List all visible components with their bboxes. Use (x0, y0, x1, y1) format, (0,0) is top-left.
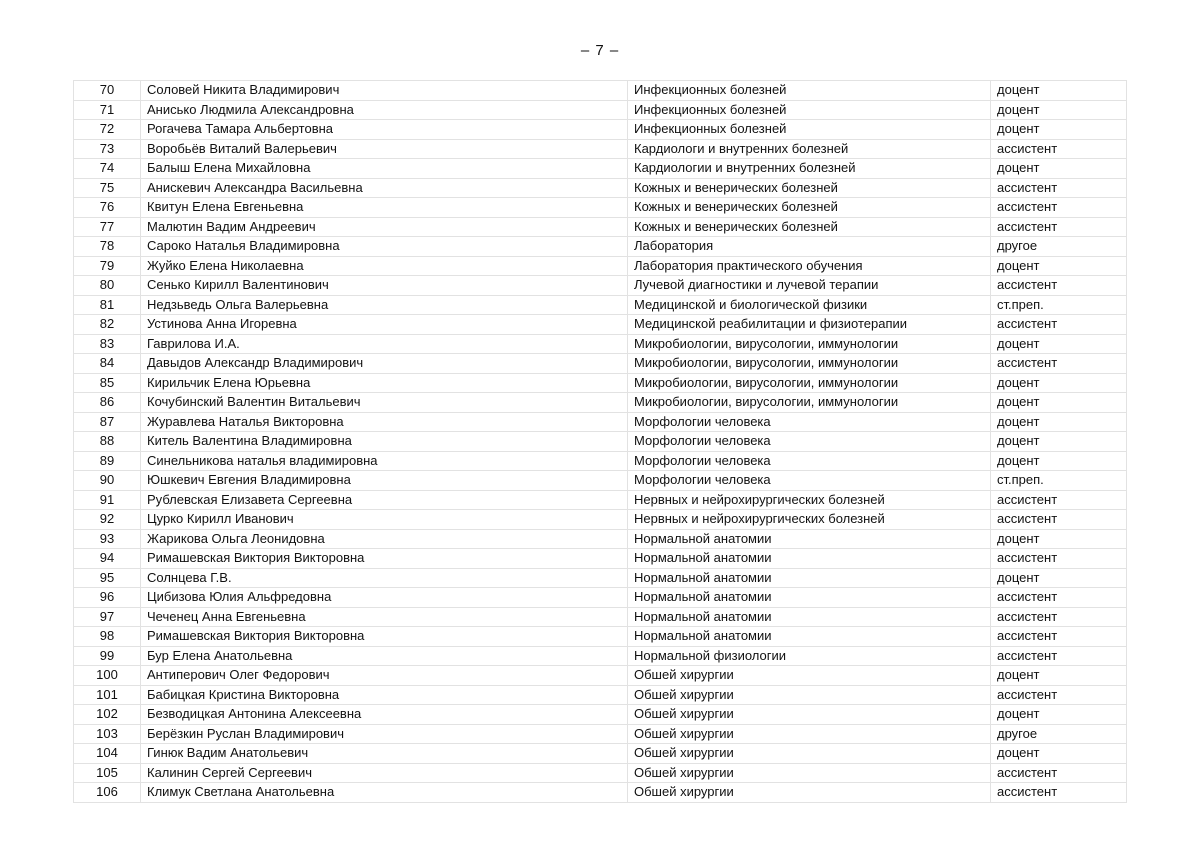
row-number: 84 (74, 354, 141, 374)
table-row (74, 724, 1127, 744)
full-name-cell: Бабицкая Кристина Викторовна (141, 685, 628, 705)
full-name-cell: Цибизова Юлия Альфредовна (141, 588, 628, 608)
department-cell: Обшей хирургии (628, 685, 991, 705)
row-number: 88 (74, 432, 141, 452)
row-number: 101 (74, 685, 141, 705)
full-name-cell: Соловей Никита Владимирович (141, 81, 628, 101)
row-number: 89 (74, 451, 141, 471)
row-number: 78 (74, 237, 141, 257)
full-name-cell: Калинин Сергей Сергеевич (141, 763, 628, 783)
row-number: 104 (74, 744, 141, 764)
position-cell: доцент (991, 159, 1127, 179)
full-name-cell: Анисько Людмила Александровна (141, 100, 628, 120)
table-row (74, 627, 1127, 647)
department-cell: Микробиологии, вирусологии, иммунологии (628, 393, 991, 413)
full-name-cell: Римашевская Виктория Викторовна (141, 549, 628, 569)
table-row (74, 100, 1127, 120)
table-row (74, 490, 1127, 510)
row-number: 97 (74, 607, 141, 627)
department-cell: Нормальной анатомии (628, 529, 991, 549)
department-cell: Инфекционных болезней (628, 100, 991, 120)
row-number: 92 (74, 510, 141, 530)
department-cell: Нервных и нейрохирургических болезней (628, 490, 991, 510)
full-name-cell: Кочубинский Валентин Витальевич (141, 393, 628, 413)
department-cell: Нервных и нейрохирургических болезней (628, 510, 991, 530)
position-cell: ассистент (991, 646, 1127, 666)
row-number: 85 (74, 373, 141, 393)
position-cell: доцент (991, 393, 1127, 413)
position-cell: ассистент (991, 315, 1127, 335)
position-cell: ассистент (991, 354, 1127, 374)
department-cell: Микробиологии, вирусологии, иммунологии (628, 334, 991, 354)
department-cell: Микробиологии, вирусологии, иммунологии (628, 354, 991, 374)
table-row (74, 471, 1127, 491)
row-number: 77 (74, 217, 141, 237)
row-number: 102 (74, 705, 141, 725)
full-name-cell: Цурко Кирилл Иванович (141, 510, 628, 530)
full-name-cell: Балыш Елена Михайловна (141, 159, 628, 179)
table-row (74, 81, 1127, 101)
row-number: 70 (74, 81, 141, 101)
full-name-cell: Синельникова наталья владимировна (141, 451, 628, 471)
row-number: 103 (74, 724, 141, 744)
table-row (74, 685, 1127, 705)
full-name-cell: Квитун Елена Евгеньевна (141, 198, 628, 218)
table-row (74, 705, 1127, 725)
table-row (74, 139, 1127, 159)
position-cell: ассистент (991, 510, 1127, 530)
row-number: 94 (74, 549, 141, 569)
staff-table (73, 80, 1127, 803)
department-cell: Морфологии человека (628, 432, 991, 452)
department-cell: Кожных и венерических болезней (628, 178, 991, 198)
row-number: 100 (74, 666, 141, 686)
full-name-cell: Римашевская Виктория Викторовна (141, 627, 628, 647)
table-row (74, 549, 1127, 569)
department-cell: Лаборатория (628, 237, 991, 257)
department-cell: Обшей хирургии (628, 763, 991, 783)
full-name-cell: Жуйко Елена Николаевна (141, 256, 628, 276)
position-cell: ассистент (991, 685, 1127, 705)
position-cell: доцент (991, 744, 1127, 764)
department-cell: Морфологии человека (628, 451, 991, 471)
table-row (74, 607, 1127, 627)
position-cell: ассистент (991, 178, 1127, 198)
position-cell: другое (991, 724, 1127, 744)
position-cell: доцент (991, 412, 1127, 432)
row-number: 99 (74, 646, 141, 666)
table-row (74, 432, 1127, 452)
position-cell: ассистент (991, 783, 1127, 803)
full-name-cell: Берёзкин Руслан Владимирович (141, 724, 628, 744)
position-cell: ассистент (991, 549, 1127, 569)
position-cell: доцент (991, 120, 1127, 140)
department-cell: Нормальной анатомии (628, 607, 991, 627)
department-cell: Обшей хирургии (628, 705, 991, 725)
department-cell: Нормальной анатомии (628, 568, 991, 588)
position-cell: ассистент (991, 139, 1127, 159)
table-row (74, 315, 1127, 335)
table-row (74, 451, 1127, 471)
table-row (74, 666, 1127, 686)
department-cell: Инфекционных болезней (628, 120, 991, 140)
full-name-cell: Гаврилова И.А. (141, 334, 628, 354)
table-row (74, 334, 1127, 354)
table-row (74, 198, 1127, 218)
full-name-cell: Кирильчик Елена Юрьевна (141, 373, 628, 393)
full-name-cell: Безводицкая Антонина Алексеевна (141, 705, 628, 725)
table-row (74, 529, 1127, 549)
full-name-cell: Сароко Наталья Владимировна (141, 237, 628, 257)
department-cell: Морфологии человека (628, 412, 991, 432)
full-name-cell: Анискевич Александра Васильевна (141, 178, 628, 198)
department-cell: Медицинской реабилитации и физиотерапии (628, 315, 991, 335)
department-cell: Нормальной анатомии (628, 588, 991, 608)
table-row (74, 237, 1127, 257)
full-name-cell: Юшкевич Евгения Владимировна (141, 471, 628, 491)
full-name-cell: Жарикова Ольга Леонидовна (141, 529, 628, 549)
position-cell: другое (991, 237, 1127, 257)
table-row (74, 276, 1127, 296)
position-cell: доцент (991, 373, 1127, 393)
row-number: 106 (74, 783, 141, 803)
row-number: 105 (74, 763, 141, 783)
row-number: 95 (74, 568, 141, 588)
table-row (74, 568, 1127, 588)
full-name-cell: Бур Елена Анатольевна (141, 646, 628, 666)
position-cell: доцент (991, 705, 1127, 725)
position-cell: ассистент (991, 276, 1127, 296)
position-cell: ассистент (991, 763, 1127, 783)
row-number: 86 (74, 393, 141, 413)
full-name-cell: Рогачева Тамара Альбертовна (141, 120, 628, 140)
table-row (74, 646, 1127, 666)
row-number: 80 (74, 276, 141, 296)
position-cell: ассистент (991, 198, 1127, 218)
table-row (74, 159, 1127, 179)
position-cell: доцент (991, 666, 1127, 686)
department-cell: Кардиологи и внутренних болезней (628, 139, 991, 159)
department-cell: Обшей хирургии (628, 783, 991, 803)
department-cell: Нормальной физиологии (628, 646, 991, 666)
row-number: 72 (74, 120, 141, 140)
position-cell: ассистент (991, 588, 1127, 608)
department-cell: Кардиологии и внутренних болезней (628, 159, 991, 179)
full-name-cell: Малютин Вадим Андреевич (141, 217, 628, 237)
full-name-cell: Журавлева Наталья Викторовна (141, 412, 628, 432)
full-name-cell: Китель Валентина Владимировна (141, 432, 628, 452)
position-cell: доцент (991, 451, 1127, 471)
row-number: 75 (74, 178, 141, 198)
table-row (74, 120, 1127, 140)
table-row (74, 763, 1127, 783)
department-cell: Обшей хирургии (628, 724, 991, 744)
staff-table-body (74, 81, 1127, 803)
position-cell: доцент (991, 256, 1127, 276)
full-name-cell: Антиперович Олег Федорович (141, 666, 628, 686)
row-number: 71 (74, 100, 141, 120)
table-row (74, 256, 1127, 276)
table-row (74, 373, 1127, 393)
full-name-cell: Гинюк Вадим Анатольевич (141, 744, 628, 764)
row-number: 91 (74, 490, 141, 510)
department-cell: Нормальной анатомии (628, 549, 991, 569)
full-name-cell: Сенько Кирилл Валентинович (141, 276, 628, 296)
row-number: 93 (74, 529, 141, 549)
row-number: 83 (74, 334, 141, 354)
table-row (74, 178, 1127, 198)
table-row (74, 217, 1127, 237)
row-number: 74 (74, 159, 141, 179)
full-name-cell: Рублевская Елизавета Сергеевна (141, 490, 628, 510)
department-cell: Морфологии человека (628, 471, 991, 491)
row-number: 73 (74, 139, 141, 159)
position-cell: доцент (991, 100, 1127, 120)
department-cell: Микробиологии, вирусологии, иммунологии (628, 373, 991, 393)
department-cell: Обшей хирургии (628, 744, 991, 764)
position-cell: доцент (991, 568, 1127, 588)
department-cell: Инфекционных болезней (628, 81, 991, 101)
position-cell: ассистент (991, 490, 1127, 510)
position-cell: ассистент (991, 607, 1127, 627)
row-number: 96 (74, 588, 141, 608)
table-row (74, 510, 1127, 530)
page-number: – 7 – (580, 42, 620, 59)
position-cell: ст.преп. (991, 471, 1127, 491)
table-row (74, 295, 1127, 315)
row-number: 79 (74, 256, 141, 276)
position-cell: доцент (991, 432, 1127, 452)
row-number: 76 (74, 198, 141, 218)
department-cell: Кожных и венерических болезней (628, 198, 991, 218)
table-row (74, 588, 1127, 608)
table-row (74, 744, 1127, 764)
full-name-cell: Чеченец Анна Евгеньевна (141, 607, 628, 627)
row-number: 90 (74, 471, 141, 491)
row-number: 81 (74, 295, 141, 315)
full-name-cell: Климук Светлана Анатольевна (141, 783, 628, 803)
department-cell: Медицинской и биологической физики (628, 295, 991, 315)
table-row (74, 393, 1127, 413)
table-row (74, 783, 1127, 803)
position-cell: ассистент (991, 627, 1127, 647)
full-name-cell: Солнцева Г.В. (141, 568, 628, 588)
position-cell: доцент (991, 81, 1127, 101)
full-name-cell: Недзьведь Ольга Валерьевна (141, 295, 628, 315)
department-cell: Нормальной анатомии (628, 627, 991, 647)
position-cell: доцент (991, 529, 1127, 549)
row-number: 87 (74, 412, 141, 432)
table-row (74, 412, 1127, 432)
department-cell: Лаборатория практического обучения (628, 256, 991, 276)
full-name-cell: Воробьёв Виталий Валерьевич (141, 139, 628, 159)
row-number: 82 (74, 315, 141, 335)
table-row (74, 354, 1127, 374)
position-cell: доцент (991, 334, 1127, 354)
position-cell: ассистент (991, 217, 1127, 237)
department-cell: Лучевой диагностики и лучевой терапии (628, 276, 991, 296)
position-cell: ст.преп. (991, 295, 1127, 315)
department-cell: Обшей хирургии (628, 666, 991, 686)
full-name-cell: Давыдов Александр Владимирович (141, 354, 628, 374)
department-cell: Кожных и венерических болезней (628, 217, 991, 237)
row-number: 98 (74, 627, 141, 647)
full-name-cell: Устинова Анна Игоревна (141, 315, 628, 335)
